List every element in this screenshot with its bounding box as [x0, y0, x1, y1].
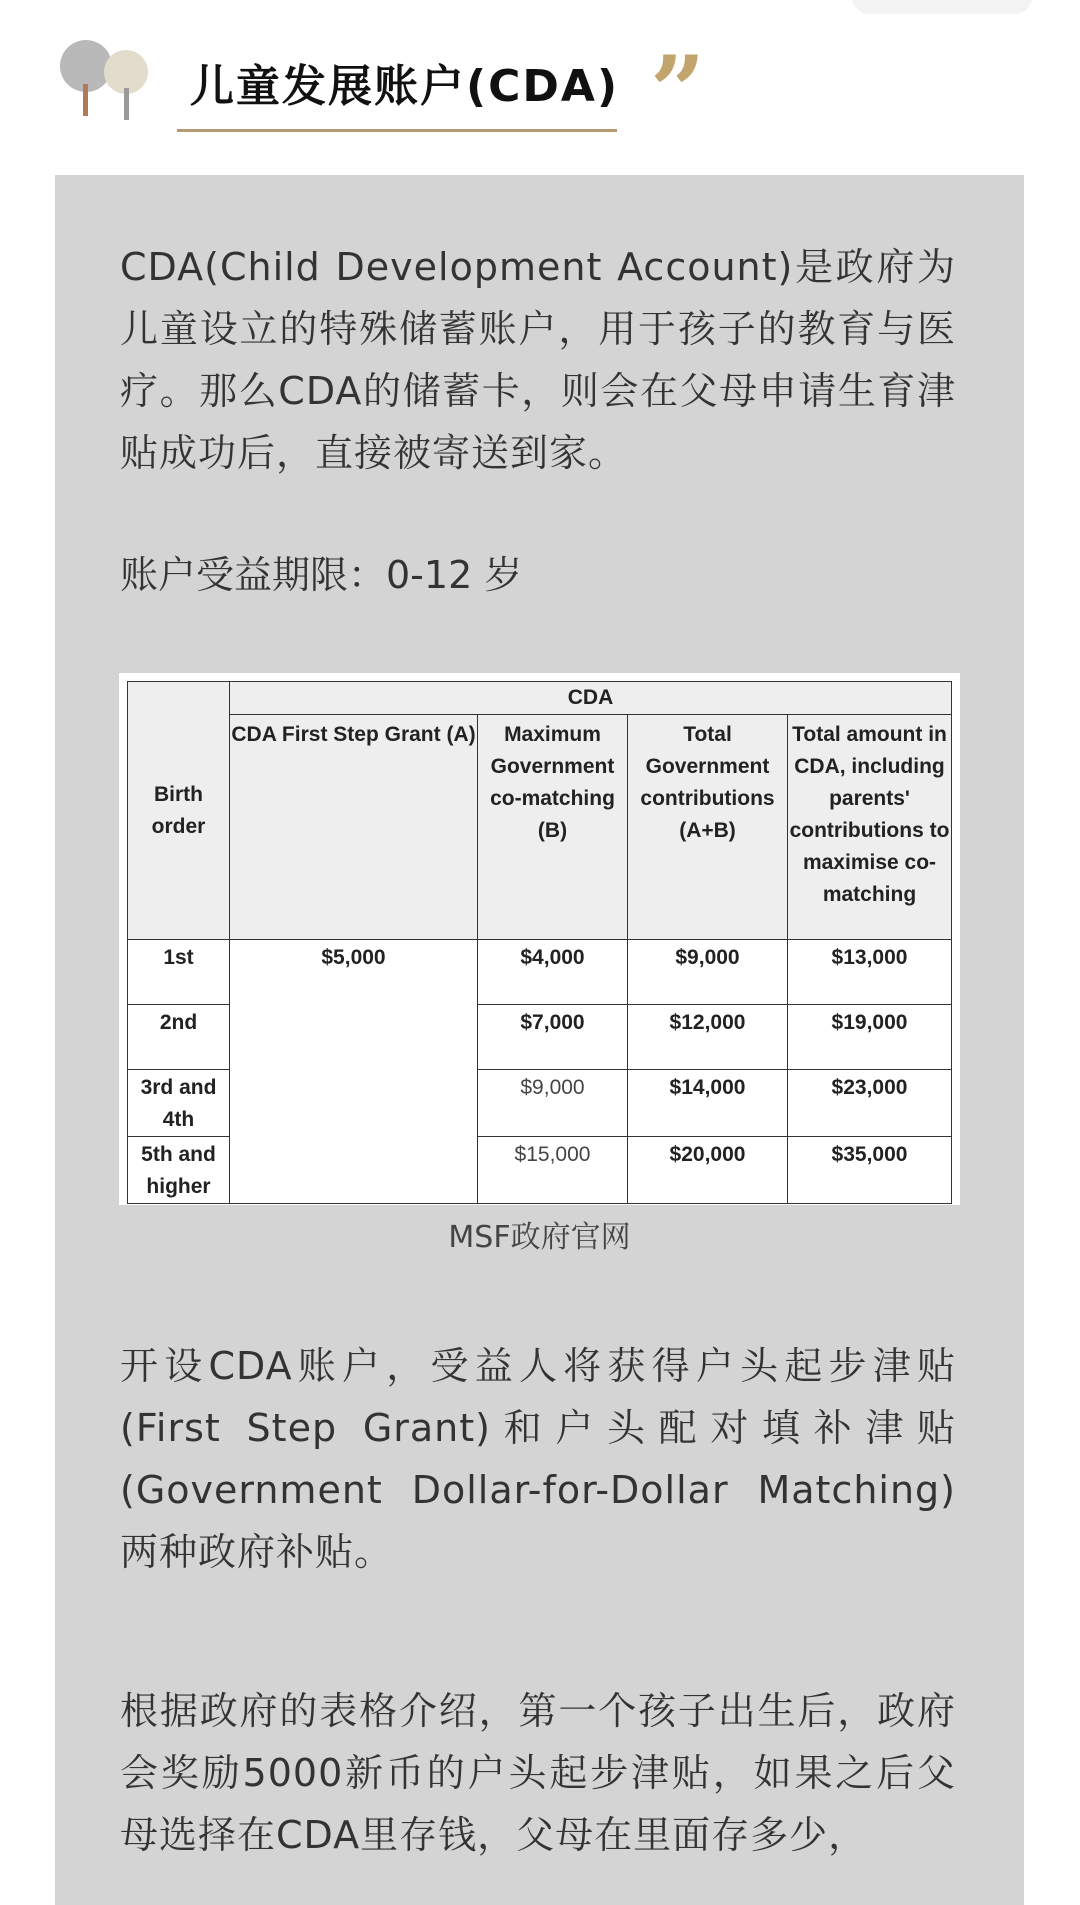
co-matching-cell: $7,000 [478, 1005, 628, 1070]
total-gov-cell: $20,000 [628, 1137, 788, 1204]
table-row [128, 940, 952, 1005]
total-gov-cell: $12,000 [628, 1005, 788, 1070]
total-cda-cell: $35,000 [788, 1137, 952, 1204]
header-total-gov: Total Government contributions (A+B) [628, 715, 788, 940]
cda-table-image [119, 673, 960, 1205]
tree-decoration-icon [54, 40, 164, 130]
total-gov-cell: $14,000 [628, 1070, 788, 1137]
birth-order-cell: 1st [128, 940, 230, 1005]
paragraph-period: 账户受益期限：0-12 岁 [120, 553, 523, 597]
header-max-co-matching: Maximum Government co-matching (B) [478, 715, 628, 940]
header-total-cda: Total amount in CDA, including parents' contributions to maximise co-matching [788, 715, 952, 940]
top-pill [852, 0, 1032, 14]
paragraph-details: 根据政府的表格介绍，第一个孩子出生后，政府会奖励5000新币的户头起步津贴，如果之后父母选择在CDA里存钱，父母在里面存多少， [120, 1689, 956, 1857]
birth-order-cell: 2nd [128, 1005, 230, 1070]
table-caption: MSF政府官网 [448, 1220, 631, 1255]
header-birth-order: Birth order [128, 682, 230, 940]
total-cda-cell: $19,000 [788, 1005, 952, 1070]
first-step-grant-cell: $5,000 [230, 940, 478, 1204]
total-cda-cell: $23,000 [788, 1070, 952, 1137]
total-cda-cell: $13,000 [788, 940, 952, 1005]
co-matching-cell: $15,000 [478, 1137, 628, 1204]
header-first-step-grant: CDA First Step Grant (A) [230, 715, 478, 940]
header-cda-group: CDA [230, 682, 952, 715]
co-matching-cell: $4,000 [478, 940, 628, 1005]
cda-table [127, 681, 952, 1204]
birth-order-cell: 5th and higher [128, 1137, 230, 1204]
quote-mark-icon: ” [650, 35, 706, 148]
birth-order-cell: 3rd and 4th [128, 1070, 230, 1137]
section-title: 儿童发展账户(CDA) [190, 61, 620, 112]
paragraph-grants: 开设CDA账户，受益人将获得户头起步津贴(First Step Grant)和户头配对填补津贴(Government Dollar-for-Dollar Matching)两种政府补贴。 [120, 1344, 956, 1574]
total-gov-cell: $9,000 [628, 940, 788, 1005]
co-matching-cell: $9,000 [478, 1070, 628, 1137]
title-underline [177, 129, 617, 132]
paragraph-intro: CDA(Child Development Account)是政府为儿童设立的特殊储蓄账户，用于孩子的教育与医疗。那么CDA的储蓄卡，则会在父母申请生育津贴成功后，直接被寄送到家。 [120, 245, 956, 475]
